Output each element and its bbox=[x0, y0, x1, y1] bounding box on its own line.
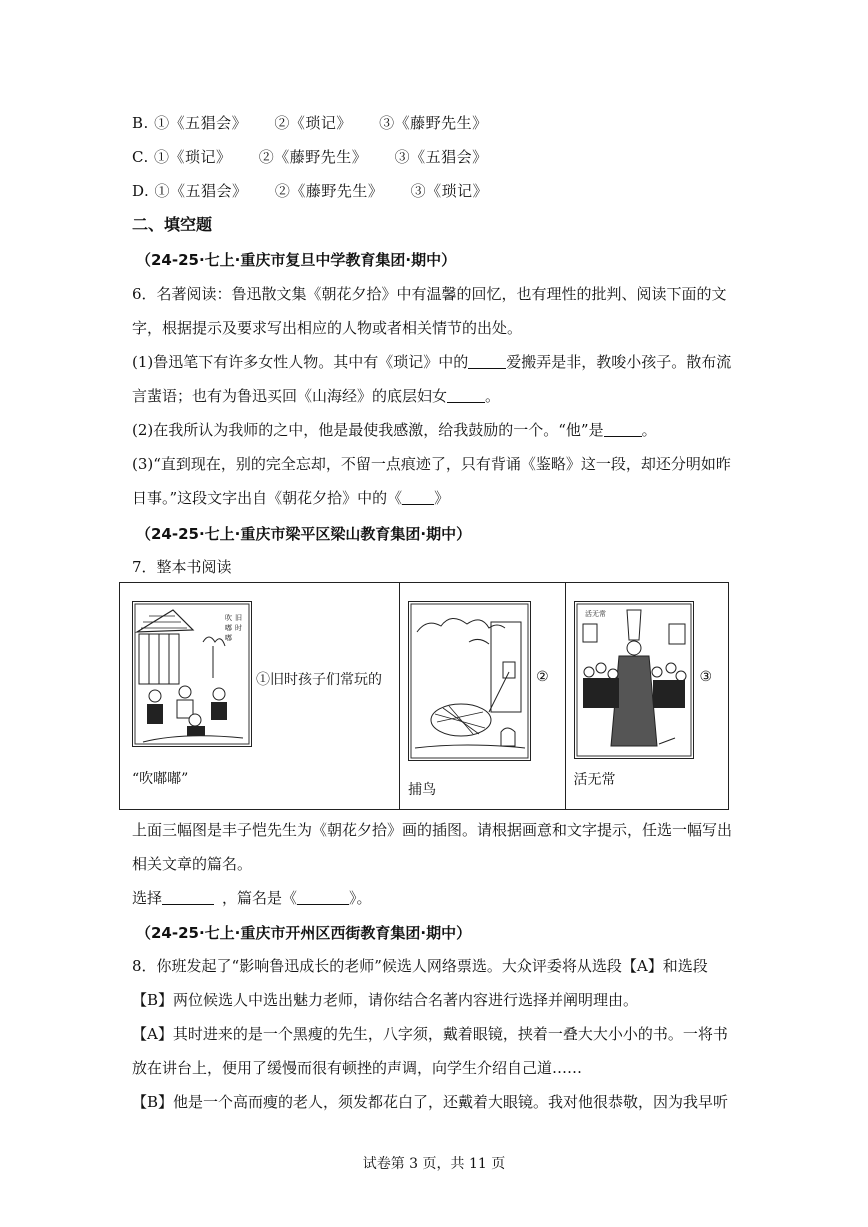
q7-source: （24-25·七上·重庆市梁平区梁山教育集团·期中） bbox=[136, 525, 472, 543]
q6-part3-text: 日事。”这段文字出自《朝花夕拾》中的《 bbox=[132, 489, 403, 507]
svg-text:嘟: 嘟 bbox=[225, 624, 232, 632]
illustration-3-caption: 活无常 bbox=[573, 772, 616, 788]
answer-blank[interactable] bbox=[162, 890, 214, 905]
answer-blank[interactable] bbox=[297, 890, 349, 905]
option-item: ②《藤野先生》 bbox=[258, 148, 368, 166]
option-c bbox=[132, 147, 510, 167]
q6-part3-line1: (3)“直到现在，别的完全忘却，不留一点痕迹了，只有背诵《鉴略》这一段，却还分明如昨 bbox=[132, 455, 731, 473]
q7-title: 7．整本书阅读 bbox=[132, 558, 232, 576]
q7-after-1: 上面三幅图是丰子恺先生为《朝花夕拾》画的插图。请根据画意和文字提示，任选一幅写出 bbox=[132, 821, 733, 839]
option-letter: B. bbox=[132, 114, 149, 132]
q7-answer-text: 》。 bbox=[349, 889, 372, 907]
answer-blank[interactable] bbox=[447, 388, 485, 403]
q6-part1-text: 。 bbox=[485, 387, 501, 405]
svg-text:活无常: 活无常 bbox=[584, 610, 606, 618]
illustration-1-caption: “吹嘟嘟” bbox=[132, 771, 189, 787]
q6-part1-line1 bbox=[132, 352, 731, 372]
option-letter: C. bbox=[132, 148, 149, 166]
q6-part1-text: 爱搬弄是非，教唆小孩子。散布流 bbox=[506, 353, 732, 371]
q6-part2-text: (2)在我所认为我师的之中，他是最使我感激，给我鼓励的一个。“他”是 bbox=[132, 421, 604, 439]
q6-part3-line2 bbox=[132, 488, 449, 508]
svg-text:旧: 旧 bbox=[235, 614, 242, 622]
illustration-2-caption: 捕鸟 bbox=[408, 782, 437, 798]
illustration-cell-2 bbox=[400, 583, 565, 809]
q6-source: （24-25·七上·重庆市复旦中学教育集团·期中） bbox=[136, 251, 457, 269]
q6-part1-line2 bbox=[132, 386, 500, 406]
q8-passage-a-1: 【A】其时进来的是一个黑瘦的先生，八字须，戴着眼镜，挟着一叠大大小小的书。一将书 bbox=[132, 1025, 728, 1043]
q6-stem-2: 字，根据提示及要求写出相应的人物或者相关情节的出处。 bbox=[132, 319, 523, 337]
section-title: 二、填空题 bbox=[132, 215, 213, 234]
page-footer: 试卷第 3 页，共 11 页 bbox=[362, 1156, 506, 1172]
option-item: ①《琐记》 bbox=[154, 148, 232, 166]
illustration-3-label: ③ bbox=[699, 669, 713, 685]
answer-blank[interactable] bbox=[468, 354, 506, 369]
option-item: ①《五猖会》 bbox=[154, 182, 248, 200]
q8-stem-2: 【B】两位候选人中选出魅力老师，请你结合名著内容进行选择并阐明理由。 bbox=[132, 991, 639, 1009]
option-item: ①《五猖会》 bbox=[154, 114, 248, 132]
option-item: ②《藤野先生》 bbox=[274, 182, 384, 200]
option-letter: D. bbox=[132, 182, 150, 200]
illustration-cell-3 bbox=[566, 583, 728, 809]
q6-part1-text: 言蜚语；也有为鲁迅买回《山海经》的底层妇女 bbox=[132, 387, 448, 405]
q6-part2 bbox=[132, 420, 657, 440]
q6-part3-text: 》 bbox=[434, 489, 450, 507]
option-item: ②《琐记》 bbox=[274, 114, 352, 132]
svg-text:吹: 吹 bbox=[225, 614, 232, 622]
q6-part1-text: (1)鲁迅笔下有许多女性人物。其中有《琐记》中的 bbox=[132, 353, 469, 371]
option-item: ③《琐记》 bbox=[410, 182, 489, 200]
q6-part2-text: 。 bbox=[641, 421, 657, 439]
illustration-1-label: ①旧时孩子们常玩的 bbox=[256, 672, 382, 688]
illustration-bird-catching bbox=[408, 601, 531, 761]
illustration-2-label: ② bbox=[536, 669, 549, 685]
q6-stem-1: 6．名著阅读：鲁迅散文集《朝花夕拾》中有温馨的回忆，也有理性的批判、阅读下面的文 bbox=[132, 285, 727, 303]
q7-after-2: 相关文章的篇名。 bbox=[132, 855, 253, 873]
illustration-cell-1 bbox=[120, 583, 400, 809]
svg-text:时: 时 bbox=[235, 624, 242, 632]
q8-stem-1: 8．你班发起了“影响鲁迅成长的老师”候选人网络票选。大众评委将从选段【A】和选段 bbox=[132, 957, 708, 975]
option-item: ③《藤野先生》 bbox=[379, 114, 488, 132]
answer-blank[interactable] bbox=[604, 422, 642, 437]
svg-text:嘟: 嘟 bbox=[225, 634, 232, 642]
q8-passage-a-2: 放在讲台上，便用了缓慢而很有顿挫的声调，向学生介绍自己道…… bbox=[132, 1059, 583, 1077]
q7-answer-text: ，篇名是《 bbox=[222, 889, 298, 907]
option-item: ③《五猖会》 bbox=[394, 148, 488, 166]
answer-blank[interactable] bbox=[402, 490, 434, 505]
illustration-children-playing bbox=[132, 601, 252, 747]
q7-answer-line bbox=[132, 888, 372, 908]
q8-source: （24-25·七上·重庆市开州区西街教育集团·期中） bbox=[136, 924, 472, 942]
option-d bbox=[132, 181, 510, 201]
illustration-wuchang bbox=[574, 601, 694, 759]
q8-passage-b-1: 【B】他是一个高而瘦的老人，须发都花白了，还戴着大眼镜。我对他很恭敬，因为我早听 bbox=[132, 1093, 729, 1111]
illustration-table bbox=[119, 582, 729, 810]
option-b bbox=[132, 113, 510, 133]
q7-answer-text: 选择 bbox=[132, 889, 163, 907]
